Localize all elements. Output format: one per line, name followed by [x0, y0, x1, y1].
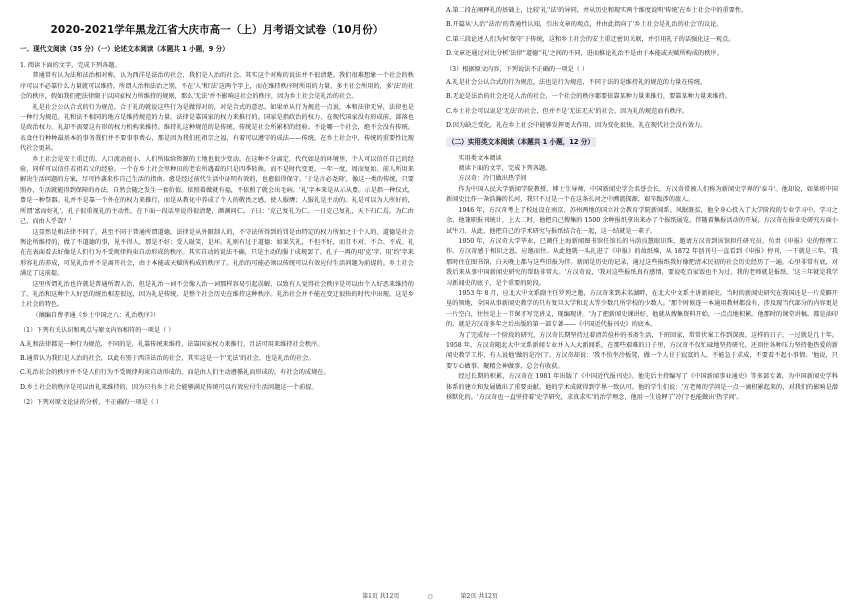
option-a: A.第二段在阐释礼的基础上，比较'礼''法'的异同，并从历史和现实两个维度说明'传统'在乡土社会中的重要性。	[446, 7, 748, 14]
option-a: A.礼和法律都是一种行为规范，不同的是，礼靠传统来维持，法靠国家权力来推行，且法可用来维持社会秩序。	[20, 340, 324, 348]
article-paragraph: 为了完成每一个阶段的研究，方汉奇长期坚持过着清苦俭朴的书斋生活，下班回家，常常伏案工作到深夜。这样的日子，一过就是几十年。1958 年，方汉奇随北大中文系新闻专业并入人大新闻系，在那些艰难的日子里，方汉奇不仅忙碌地坚持研究，还顶住各种压力坚持他热爱的新闻史教学工作，有人说他'做的是冷门'。方汉奇却说：'我不怕坐冷板凳，做一个人甘于寂寞的人，不能急于求成，不要看不起小事情。'他说，只要专心做事、聚精会神做事，总会有收获。	[446, 331, 838, 370]
question-1-2-stem: （2）下列对原文论证的分析，不正确的一项是（ ）	[20, 399, 163, 407]
section-heading-2: （二）实用类文本阅读（本题共 1 小题，12 分）	[448, 137, 594, 146]
option-d: D.因为缺乏变化，礼在乡土社会中能够发挥更大作用，因为变化很快，礼在现代社会没有效力。	[446, 122, 707, 130]
question-2-intro: 阅读下面的文字，完成下列各题。	[458, 165, 552, 173]
question-1-3-stem: （3）根据原文内容，下列说法不正确的一项是（ ）	[446, 65, 589, 73]
right-page	[430, 0, 860, 608]
passage-paragraph: 乡土社会是安土重迁的，人口流动很小，人们所取给资源的土地也很少变动。在这种不分离定，代代如是的环境里，个人可以信任自己的经验，同样可以信任若祖若父的经验。一个在乡土社会里种田的老农所遇着的只是四季转换，而不是时代变更。一年一度，周而复始。前人所用来解决生活问题的方案，尽可抄袭来作自己生活的指南。愈是经过前代生活中证明有效的，也愈值得保守。'于是言必尧舜'，像这一类的传统，只要照办，生活就能得到保障的办法，自然会随之发生一套价值。依照着做就有福，不依照了就会出毛病。'礼'字本来是从示从豊。示是指一种仪式，豊是一种祭器。礼并不是靠一个外在的权力来推行，而是从教化中养成了个人的敬畏之感，使人服膺；人服礼是主动的。礼是可以为人所好的，所谓'富而好礼'。孔子很重视礼的主动性，在下面一段话里说得很清楚，颜渊问仁。子曰：'克己复礼为仁。一日克己复礼，天下归仁焉。为仁由己，而由人乎哉？'	[20, 155, 414, 226]
question-1-1-stem: （1）下列有关认识和观点与原文内容相符的一项是（ ）	[20, 327, 175, 335]
article-paragraph: 作为中国人民大学新闻学院教授、博士生导师，中国新闻史学会名誉会长，方汉奇常被人们称为新闻史学界的'泰斗'。他却说，如果将中国新闻史比作一条浩瀚的长河，我只不过是一个在这条长河之中溯流探源、艰辛跋涉的旅人。	[446, 185, 838, 204]
page-divider-icon: ○	[427, 593, 433, 600]
passage-paragraph: 普通常有认为法和法治相对称，认为西洋是法治的社会，我们是人治的社会。其实这个对称的说法并不很清楚。我们很难想象一个社会的秩序可以不必靠什么力量就可以维持。所谓人治和法治之别，不在'人'和'法'这两个字上，而在维持秩序时所用的力量，多主社会所用的，多'法'的社会的秩序，假如我们把法律限于以国家权力所维持的规则，那么'无法'并不影响这社会的秩序，因为乡土社会是礼治的社会。	[20, 72, 414, 101]
page-footer	[0, 591, 860, 600]
option-d: D.乡土社会的秩序是可以由礼来维持的，因为只有乡土社会能够满足传统可以有效应付生活问题这一个前提。	[20, 383, 318, 391]
option-b: B.通常认为我们是人治的社会，以此有别于西洋法治的社会，其实这是一个'无法'的社会，也是礼治的社会。	[20, 354, 315, 362]
document-title: 2020-2021学年黑龙江省大庆市高一（上）月考语文试卷（10月份）	[50, 24, 384, 36]
option-c: C.礼治社会的秩序并不是人们行为不受规律拘束自动形成的，而是由人们主动遵循礼而形成的，有社会的成规在。	[20, 369, 330, 377]
question-1-intro: 1. 阅读下面的文字，完成下列各题。	[20, 62, 121, 69]
passage-source: （摘编自费孝通《乡土中国之八：礼治秩序》）	[32, 311, 160, 319]
passage-paragraph: 礼是社会公认合式的行为规范。合于礼的就说这些行为是做得对的，对是合式的意思。如果单从行为规范一点说，本和法律无异，法律也是一种行为规范。礼和法不相同的地方是维持规范的力量。法律是靠国家的权力来推行的。国家是指政治的权力，在现代国家没有形成前，部落也是政治权力。礼却不需要这有形的权力机构来推持。维持礼这种规范的是传统。传统是社会所累积的经验。不论哪一个社会，绝不会没有传统。衣食住行种种最基本的事务我们并不要事事费心，那是因为我们托祖宗之福，有着可以遵守的成法——传统。在乡土社会中，传统的重要性比现代社会更甚。	[20, 103, 414, 153]
option-c: C.第三段论述人们为何'保守'于传统，这和乡土社会的安土重迁密切关联，并引用孔子的话强化这一观点。	[446, 35, 735, 43]
page-number-right: 第2页 共12页	[460, 593, 498, 600]
article-paragraph: 1946 年，方汉奇考上了校址设在南京、苏州两地的国立社会教育学院新闻系。风眠既贫，他全身心投入了大学阶段的专业学习中。学习之余，他兼职报刊统计，上大二时，他把自己搜集的 1500 余种报纸拿出来办了个报纸展览，伴随着集报活动的开展，方汉奇在报业史研究方面小试牛刀。从此，他把自己的学术研究与报纸结合在一起，这一结就是一辈子。	[446, 206, 838, 235]
section-heading-1: 一、现代文阅读（35 分）（一）论述文本阅读（本题共 1 小题，9 分）	[20, 45, 229, 53]
page-number-left: 第1页 共12页	[362, 593, 400, 600]
article-title: 方汉奇：冷门做出热学问	[458, 175, 527, 183]
article-paragraph: 1953 年 8 月，应北大中文系副主任罗列之邀，方汉奇来到未名湖畔，在北大中文系主讲新闻史。当时的新闻史研究在我国还是一片荒僻开垦的领地，全国从事新闻史教学的只有复旦大学和北大等少数几所学校的少数人。'那个时候连一本通用教材都没有，涉及现当代部分的内容更是一片空白，往往是上一节课才写完讲义，现编现讲。'为了把新闻史课讲好，他就从搜集资料开始，一点点地积累。他那时的课堂讲稿，都是油印的，就是方汉奇多年之后出版的第一部专著——《中国近代报刊史》的底本。	[446, 289, 838, 329]
question-2-title: 实用类文本阅读	[458, 154, 502, 162]
article-paragraph: 经过长期的积累，方汉奇在 1981 年出版了《中国近代报刊史》。他先后主持编写了《中国新闻事业通史》等多部专著，为中国新闻史学科体系的建立和发展做出了重要贡献。他的学术成就得到学界一致认可。他的学生们说：'方老师的学问是一点一滴积累起来的，对我们的影响是潜移默化的。'方汉奇也一直坚持着'史学研究，求真求实'的治学理念，他用一生诠释了'冷门'也能做出'热学问'。	[446, 373, 838, 401]
option-d: D.文章还通过对比分析'法律''道德''礼'之间的不同，进而推论礼治不是由于本能或天赋所构成的秩序。	[446, 50, 723, 58]
option-c: C.乡土社会可以说是'无法'的社会，但并不是'无法无天'的社会，因为礼的规范而有秩序。	[446, 107, 689, 115]
passage-paragraph: 这显然是和法律不同了，甚至不同于普通所谓道德。法律是从外限制人的，不守法所得到的罚是由特定的权力所加之于个人的。道德是社会舆论所维持的，做了不道德的事，见不得人，那是不好；受人耻笑，是坏。礼则有过于道德：如果失礼，不但不好，而且不对、不合、不成。礼在在表面看去好像是人们行为不受规律拘束自动形成的秩序。其实自动的说法不确，只是主动的服于成规罢了。孔子一再的用'克'字，用'约'字来形容礼的养成，可见礼治并不是离开社会，由于本能或天赋所构成的秩序了。礼治的可能必须以传统可以有效应付生活问题为前提的。乡土社会满足了这前提。	[20, 228, 414, 278]
article-paragraph: 1950 年，方汉奇大学毕业，已调任上海新闻图书馆任馆长的马荫良慧眼识珠，邀请方汉奇到该馆担任研究员，负责《申报》史的整理工作。方汉奇感于相识之恩，应邀而往。从此他就一头扎进了《申报》的故纸堆，从 1872 年创刊号一直看到《申报》停刊，一干就是三年。'我那时住在图书馆，白天晚上都与这些旧报为伴。新闻是历史的记录，通过这些报纸我好像把清末民初的社会历史经历了一遍，心里非常有底，对我后来从事中国新闻史研究的帮助非常大。'方汉奇说，'我对这些报纸真有感情，要说吃百家饭也不为过，我的老师就是报纸。'这三年就是我学习新闻史的底子，是个重要的阶段。	[446, 237, 838, 287]
option-b: B.无论是法治的社会还是人治的社会，一个社会的秩序都要依靠某种力量来推行，要靠某种力量来维持。	[446, 93, 731, 101]
passage-paragraph: 这里所谓礼治也许就是普通所谓人治，但是礼治一词不会像人治一词那样容易引起误解，以致有人觉得社会秩序是可以由个人好恶来维持的了。礼治和这种个人好恶的统治相差很远，因为礼是传统，是整个社会历史在维持这种秩序。礼治社会并不能在变迁很快的时代中出现，这是乡土社会的特色。	[20, 280, 414, 309]
option-a: A.礼是社会公认合式的行为规范，法也是行为规范，不同于法的是维持礼的规范的力量在传统。	[446, 79, 707, 87]
option-b: B.开篇从'人治''法治'的普通性认知，引出文章的观点，并由此指向了'乡土社会是礼治的社会'的议论。	[446, 21, 723, 29]
